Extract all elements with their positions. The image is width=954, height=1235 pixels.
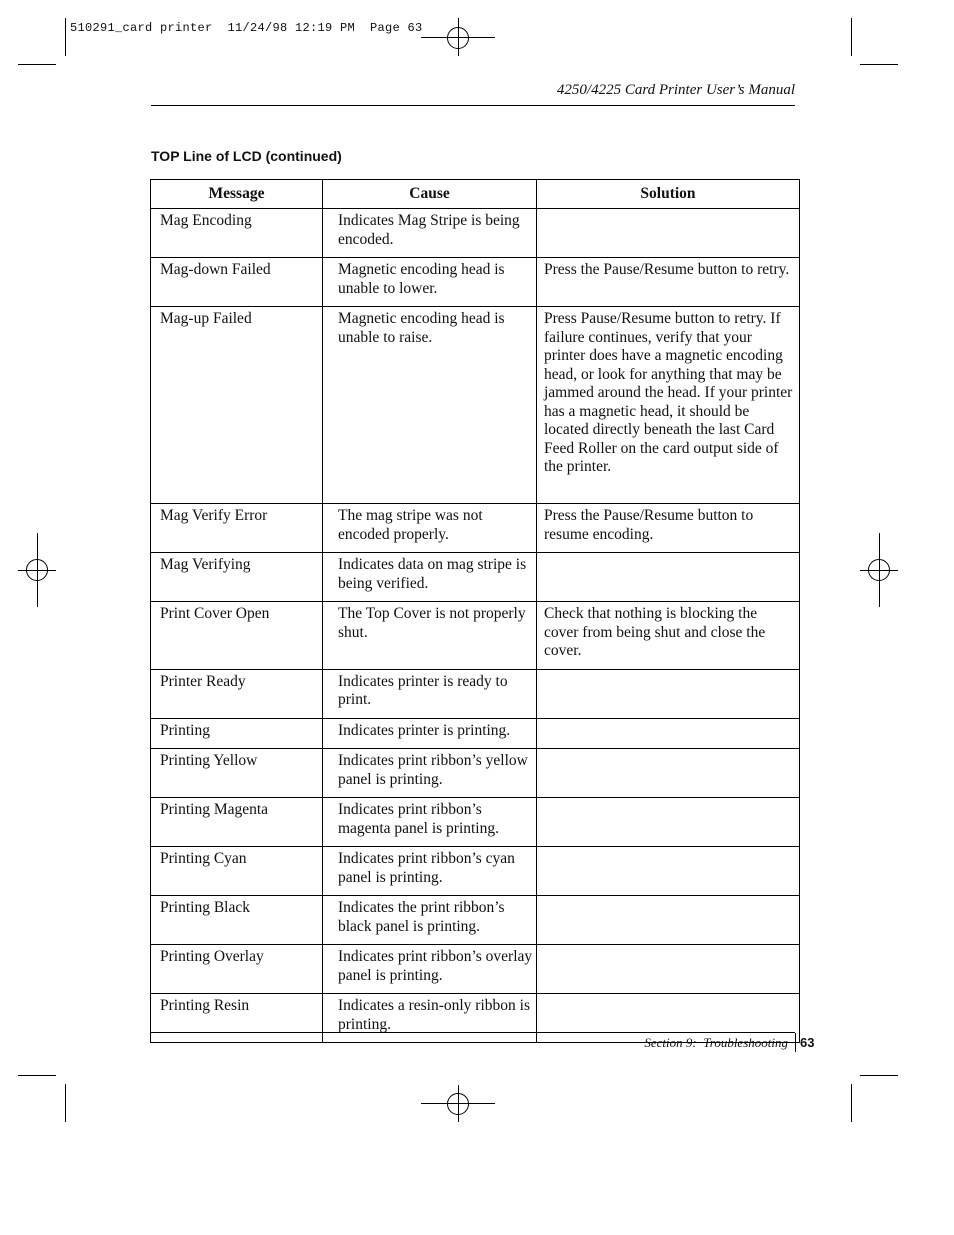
solution-cell	[537, 798, 800, 847]
column-header-cause: Cause	[323, 180, 537, 209]
table-row	[151, 669, 800, 718]
cause-cell: Indicates print ribbon’s overlay panel is printing.	[323, 945, 537, 994]
table-row	[151, 847, 800, 896]
message-cell: Printing Yellow	[151, 749, 323, 798]
crop-mark	[851, 1084, 852, 1122]
running-header-title: 4250/4225 Card Printer User’s Manual	[556, 82, 795, 98]
solution-cell	[537, 945, 800, 994]
cause-cell: Indicates print ribbon’s yellow panel is printing.	[323, 749, 537, 798]
crop-mark	[860, 1075, 898, 1076]
cause-cell: Indicates printer is printing.	[323, 718, 537, 749]
solution-cell: Press the Pause/Resume button to retry.	[537, 258, 800, 307]
solution-cell	[537, 553, 800, 602]
message-cell: Printer Ready	[151, 669, 323, 718]
solution-cell	[537, 896, 800, 945]
cause-cell: Indicates print ribbon’s cyan panel is printing.	[323, 847, 537, 896]
message-cell: Printing Black	[151, 896, 323, 945]
solution-cell	[537, 718, 800, 749]
table-row	[151, 749, 800, 798]
message-cell: Mag-down Failed	[151, 258, 323, 307]
section-heading: TOP Line of LCD (continued)	[151, 148, 342, 164]
message-cell: Printing Overlay	[151, 945, 323, 994]
message-cell: Print Cover Open	[151, 602, 323, 670]
table-row	[151, 945, 800, 994]
footer-section-label: Section 9: Troubleshooting	[644, 1035, 788, 1050]
crop-mark	[851, 18, 852, 56]
message-cell: Mag Encoding	[151, 209, 323, 258]
cause-cell: Indicates printer is ready to print.	[323, 669, 537, 718]
header-rule	[151, 105, 795, 106]
crop-mark	[860, 64, 898, 65]
column-header-message: Message	[151, 180, 323, 209]
solution-cell: Press Pause/Resume button to retry. If failure continues, verify that your printer does have a magnetic encoding head, or look for anything that may be jammed around the head. If your printer has a magnetic head, it should be located directly beneath the last Card Feed Roller on the card output side of the printer.	[537, 307, 800, 504]
message-cell: Mag Verify Error	[151, 504, 323, 553]
cause-cell: Indicates the print ribbon’s black panel is printing.	[323, 896, 537, 945]
table-row	[151, 798, 800, 847]
cause-cell: Magnetic encoding head is unable to lower.	[323, 258, 537, 307]
cause-cell: Indicates print ribbon’s magenta panel is printing.	[323, 798, 537, 847]
table-row	[151, 209, 800, 258]
footer-divider	[795, 1033, 796, 1052]
crop-mark	[65, 18, 66, 56]
table-row	[151, 553, 800, 602]
table-row	[151, 258, 800, 307]
cause-cell: Indicates Mag Stripe is being encoded.	[323, 209, 537, 258]
cause-cell: The mag stripe was not encoded properly.	[323, 504, 537, 553]
lcd-messages-table	[150, 179, 800, 1043]
crop-mark	[18, 64, 56, 65]
solution-cell	[537, 749, 800, 798]
table-header-row	[151, 180, 800, 209]
message-cell: Printing Resin	[151, 994, 323, 1043]
page-number: 63	[800, 1035, 815, 1050]
message-cell: Mag Verifying	[151, 553, 323, 602]
table-row	[151, 602, 800, 670]
table-row	[151, 504, 800, 553]
message-cell: Printing Cyan	[151, 847, 323, 896]
footer-rule	[151, 1032, 795, 1033]
crop-mark	[65, 1084, 66, 1122]
table-row	[151, 718, 800, 749]
printer-slug: 510291_card printer 11/24/98 12:19 PM Page 63	[70, 21, 423, 35]
solution-cell	[537, 209, 800, 258]
table-row	[151, 307, 800, 504]
message-cell: Printing	[151, 718, 323, 749]
message-cell: Printing Magenta	[151, 798, 323, 847]
cause-cell: Indicates a resin-only ribbon is printing.	[323, 994, 537, 1043]
solution-cell	[537, 847, 800, 896]
column-header-solution: Solution	[537, 180, 800, 209]
solution-cell	[537, 669, 800, 718]
message-cell: Mag-up Failed	[151, 307, 323, 504]
table-row	[151, 896, 800, 945]
cause-cell: Indicates data on mag stripe is being verified.	[323, 553, 537, 602]
solution-cell: Press the Pause/Resume button to resume encoding.	[537, 504, 800, 553]
crop-mark	[18, 1075, 56, 1076]
solution-cell: Check that nothing is blocking the cover from being shut and close the cover.	[537, 602, 800, 670]
cause-cell: The Top Cover is not properly shut.	[323, 602, 537, 670]
cause-cell: Magnetic encoding head is unable to raise.	[323, 307, 537, 504]
